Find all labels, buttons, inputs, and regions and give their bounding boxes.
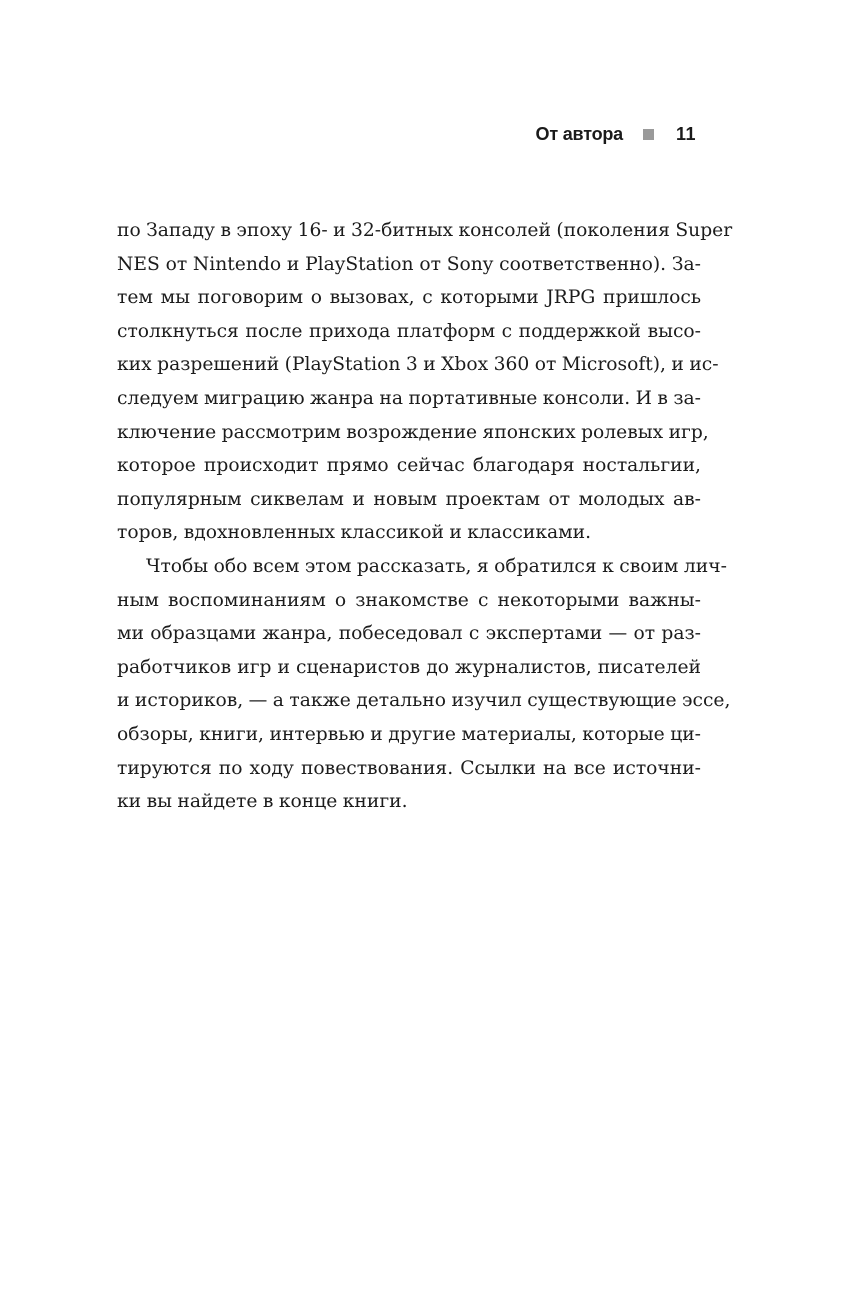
page-number: 11	[675, 123, 696, 144]
text-line: которое происходит прямо сейчас благодаря ностальгии,	[117, 455, 701, 477]
text-line: следуем миграцию жанра на портативные консоли. И в за-	[117, 387, 701, 409]
square-marker-icon	[643, 129, 654, 140]
text-line: ным воспоминаниям о знакомстве с некоторыми важны-	[117, 589, 701, 611]
text-line: тируются по ходу повествования. Ссылки на все источни-	[117, 757, 701, 779]
body-text	[117, 214, 733, 819]
text-line: NES от Nintendo и PlayStation от Sony соответственно). За-	[117, 253, 701, 275]
text-line: Чтобы обо всем этом рассказать, я обратился к своим лич-	[146, 555, 727, 577]
running-head	[536, 120, 696, 148]
text-line: обзоры, книги, интервью и другие материалы, которые ци-	[117, 723, 701, 745]
text-line: ки вы найдете в конце книги.	[117, 791, 408, 813]
text-line: торов, вдохновленных классикой и классиками.	[117, 522, 592, 544]
text-line: по Западу в эпоху 16- и 32-битных консолей (поколения Super	[117, 220, 733, 241]
text-line: популярным сиквелам и новым проектам от молодых ав-	[117, 488, 701, 510]
text-line: тем мы поговорим о вызовах, с которыми JRPG пришлось	[117, 287, 701, 309]
text-line: ми образцами жанра, побеседовал с экспертами — от раз-	[117, 623, 701, 645]
paragraph-1	[117, 214, 733, 550]
text-line: ких разрешений (PlayStation 3 и Xbox 360 от Microsoft), и ис-	[117, 354, 719, 376]
text-line: столкнуться после прихода платформ с поддержкой высо-	[117, 320, 701, 342]
running-title: От автора	[535, 123, 623, 144]
text-line: и историков, — а также детально изучил существующие эссе,	[117, 690, 731, 712]
text-line: работчиков игр и сценаристов до журналистов, писателей	[117, 656, 701, 678]
paragraph-2	[117, 550, 731, 819]
text-line: ключение рассмотрим возрождение японских ролевых игр,	[117, 421, 709, 443]
